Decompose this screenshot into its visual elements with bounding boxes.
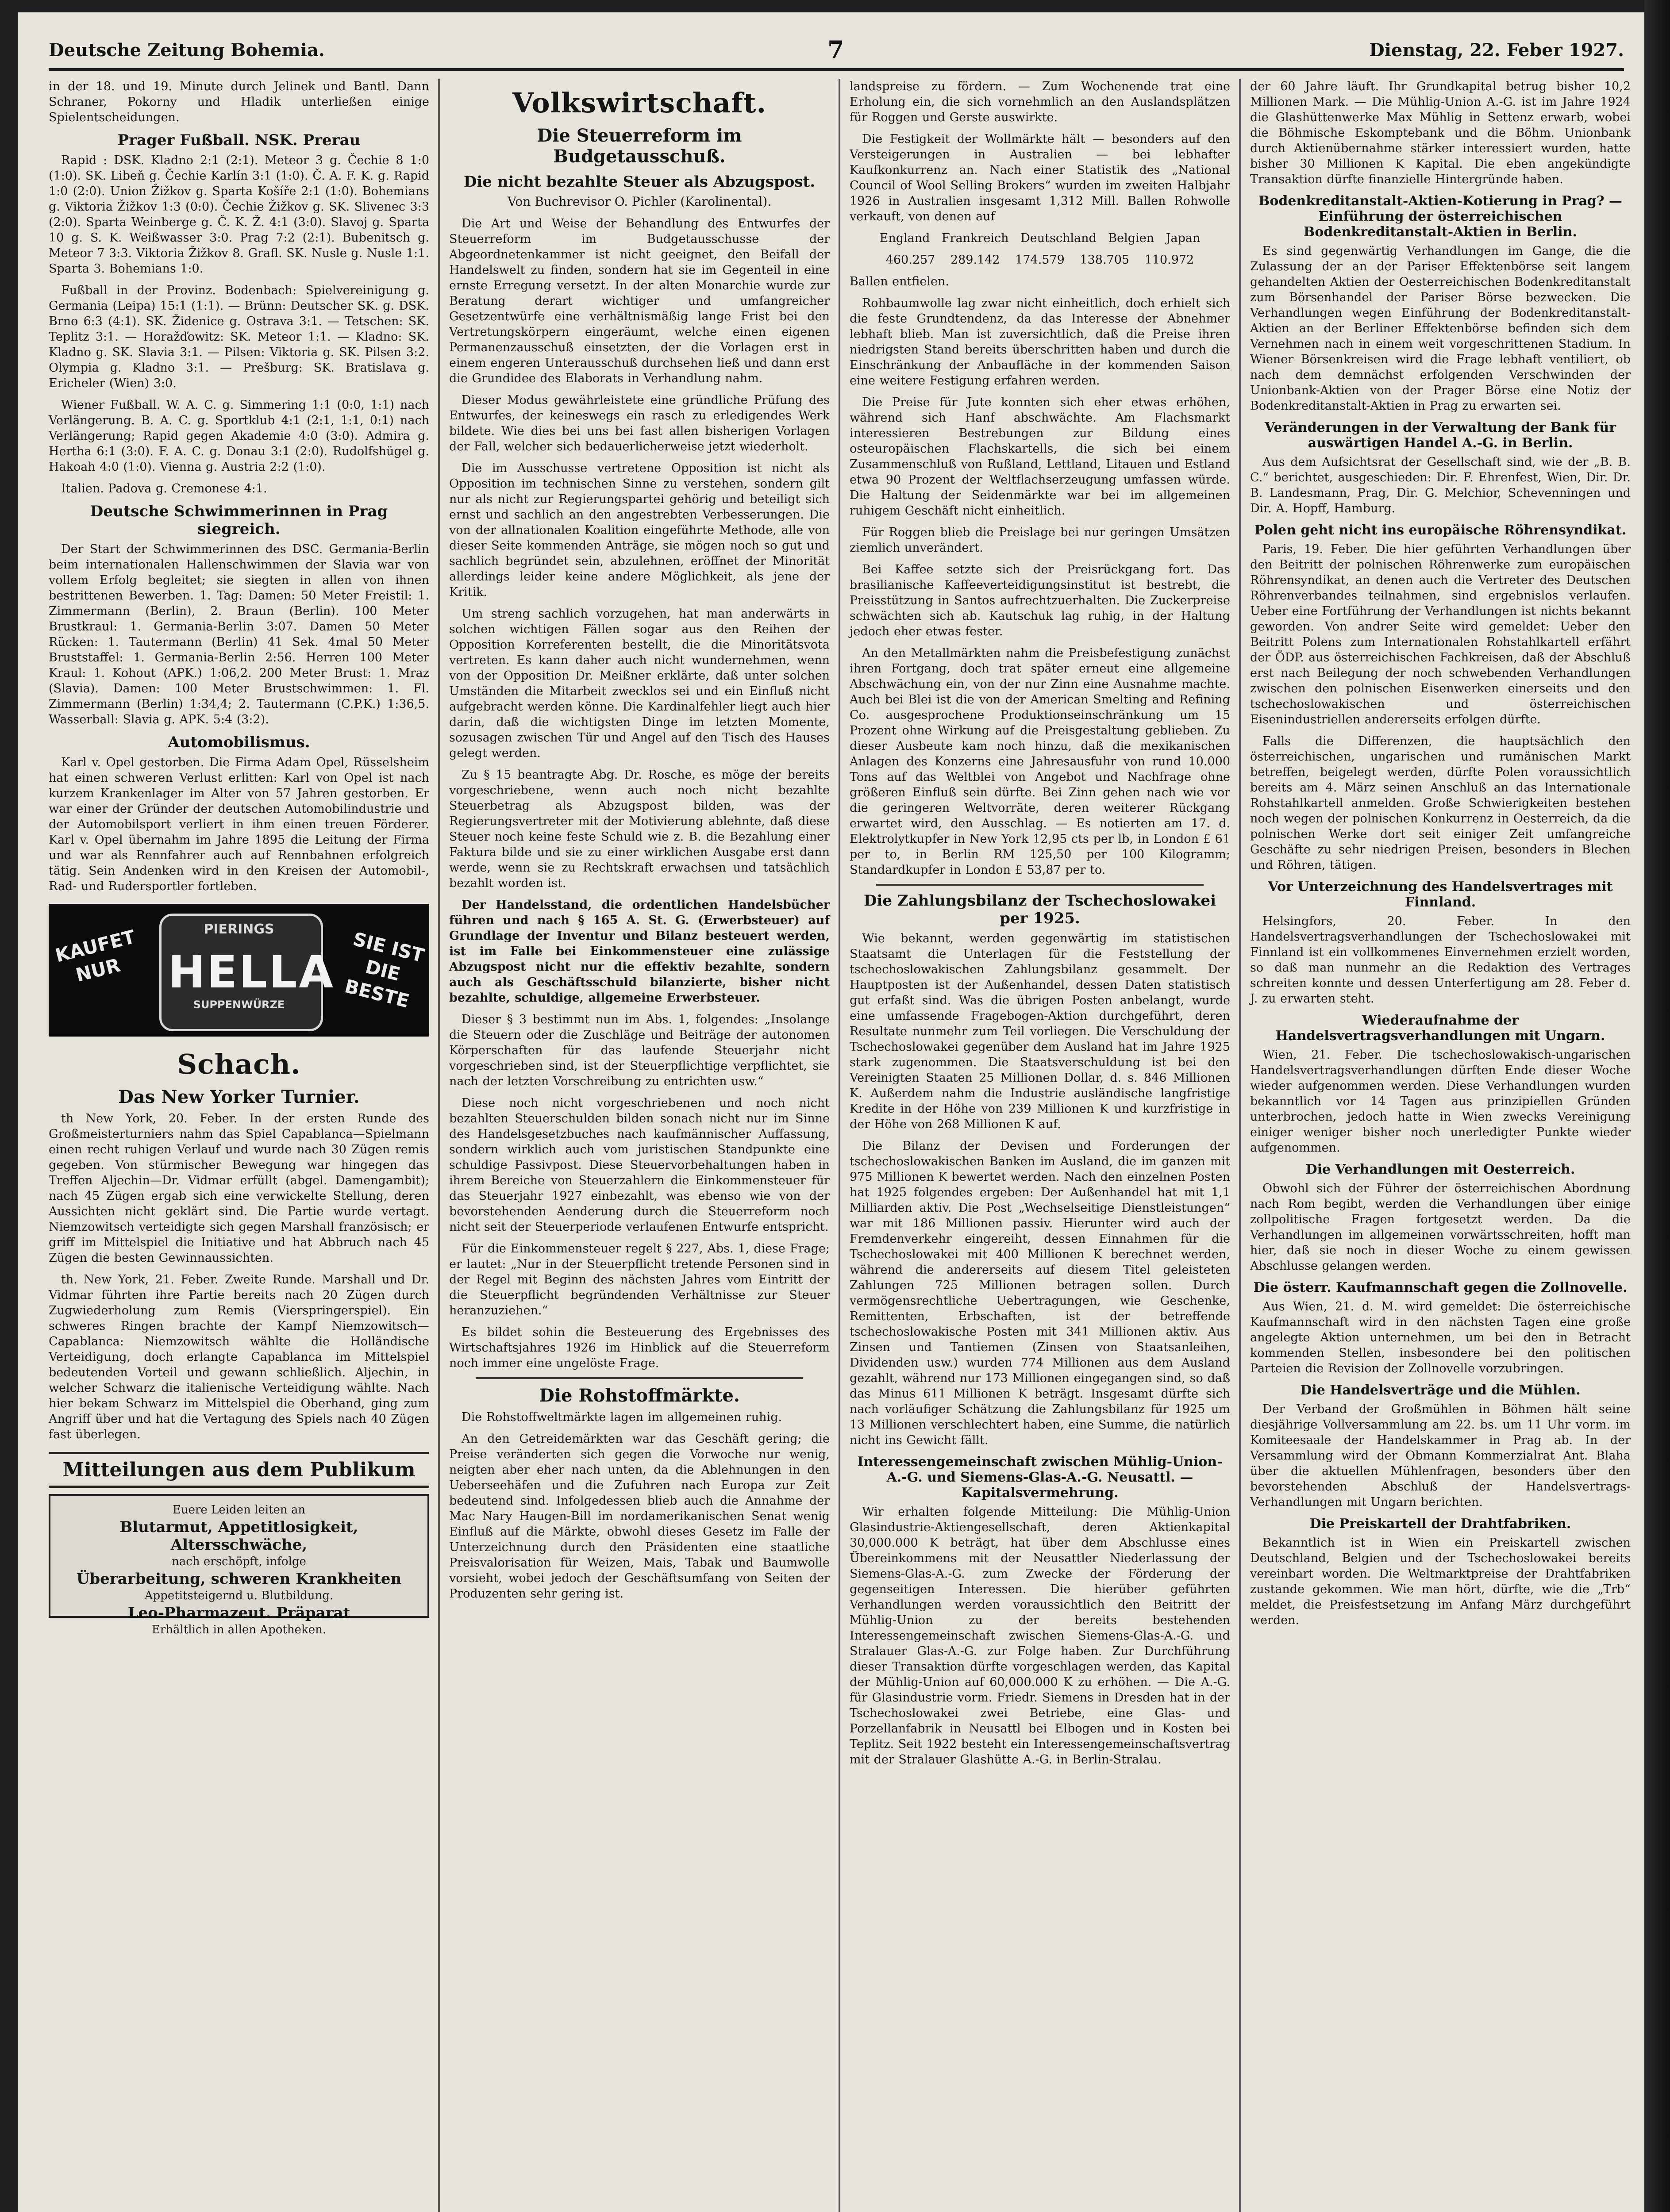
article-paragraph: Dieser Modus gewährleistete eine gründliche Prüfung des Entwurfes, der keineswegs ein rasch zu erledigendes Werk bildete. Wie dies bei uns bei fast allen bisherigen Vorlagen der Fall, welcher sich bedauerlicherweise jetzt wiederholt. bbox=[449, 393, 830, 453]
article-paragraph: Um streng sachlich vorzugehen, hat man anderwärts in solchen wichtigen Fällen sogar aus den Reihen der Opposition Korreferenten bestellt, die die Minoritätsvota vertreten. Es kann daher auch nicht wundernehmen, wenn von der Opposition Dr. Meißner erklärte, daß unter solchen Umständen die Mitarbeit zwecklos sei und ein Einfluß nicht aufgebracht werden könne. Die Kardinalfehler liegt auch hier darin, daß die wichtigsten Dinge im letzten Momente, sozusagen zwischen Tür und Angel auf den Tisch des Hauses gelegt werden. bbox=[449, 607, 830, 760]
ad-brand-bottom: SUPPENWÜRZE bbox=[193, 998, 285, 1011]
article-paragraph: Der Handelsstand, die ordentlichen Handelsbücher führen und nach § 165 A. St. G. (Erwerbsteuer) auf Grundlage der Inventur und Bilanz besteuert werden, ist im Falle bei Einkommensteuer eine zulässige Abzugspost nicht nur die effektiv bezahlte, sondern auch als Geschäftsschuld bilanzierte, bisher nicht bezahlte, schuldige, allgemeine Erwerbsteuer. bbox=[449, 898, 830, 1005]
article-title: Die Steuerreform im Budgetausschuß. bbox=[537, 125, 742, 167]
article-title: Veränderungen in der Verwaltung der Bank für auswärtigen Handel A.-G. in Berlin. bbox=[1264, 420, 1616, 451]
section-heading-mitteilungen: Mitteilungen aus dem Publikum bbox=[49, 1452, 429, 1488]
article-paragraph: Obwohl sich der Führer der österreichischen Abordnung nach Rom begibt, werden die Verhandlungen über einige zollpolitische Fragen fortgesetzt werden. Da die Verhandlungen im allgemeinen vorwärtsschreiten, hofft man hier, daß sie noch in dieser Woche zu einem gewissen Abschlusse gelangen werden. bbox=[1250, 1182, 1631, 1273]
article-paragraph: Die Art und Weise der Behandlung des Entwurfes der Steuerreform im Budgetausschusse der Abgeordnetenkammer ist nicht geeignet, den Beifall der Handelswelt zu finden, sondern hat sie im Gegenteil in eine ernste Erregung versetzt. In der alten Monarchie wurde zur Beratung derart wichtiger und umfangreicher Gesetzentwürfe eine verhältnismäßig lange Frist bei den Vertretungskörpern eingeräumt, welche einen eigenen Permanenzausschuß einsetzten, der die Vorlagen erst in einem engeren Unterausschuß durchsehen ließ und dann erst die Grundidee des Elaborats in Verhandlung nahm. bbox=[449, 217, 830, 385]
article-paragraph: An den Getreidemärkten war das Geschäft gering; die Preise veränderten sich gegen die Vorwoche nur wenig, neigten aber eher nach unten, da die Ablehnungen in den Ueberseehäfen und die Zufuhren nach Europa zur Zeit bedeutend sind. Infolgedessen blieb auch die Annahme der Mac Nary Haugen-Bill im nordamerikanischen Senat wenig Einfluß auf die Märkte, obwohl dieses Gesetz im Falle der Unterzeichnung durch den Präsidenten eine staatliche Preisvalorisation für Weizen, Mais, Tabak und Baumwolle vorsieht, wobei jedoch der Geschäftsumfang von Seiten der Produzenten sehr gering ist. bbox=[449, 1432, 830, 1601]
article-paragraph: Fußball in der Provinz. Bodenbach: Spielvereinigung g. Germania (Leipa) 15:1 (1:1). — Brünn: Deutscher SK. g. DSK. Brno 6:3 (4:1). SK. Židenice g. Ostrava 3:1. — Tetschen: SK. Teplitz 3:1. — Horažďowitz: SK. Meteor 1:1. — Kladno: SK. Kladno g. SK. Slavia 3:1. — Pilsen: Viktoria g. SK. Pilsen 3:2. Olympia g. Kladno 3:1. — Prešburg: SK. Bratislava g. Ericheler (Wien) 3:0. bbox=[49, 284, 429, 390]
article-paragraph: Die Preise für Jute konnten sich eher etwas erhöhen, während sich Hanf abschwächte. Am Flachsmarkt interessieren Bestrebungen zur Bildung eines osteuropäischen Flachskartells, die sich bei einem Zusammenschluß von Rußland, Lettland, Litauen und Estland etwa 90 Prozent der Weltflachserzeugung umfassen würde. Die Haltung der Seidenmärkte war bei im allgemeinen ruhigem Geschäft nicht einheitlich. bbox=[850, 396, 1230, 518]
article-paragraph: Für die Einkommensteuer regelt § 227, Abs. 1, diese Frage; er lautet: „Nur in der Steuerpflicht tretende Personen sind in der Regel mit Beginn des nächsten Jahres vom Eintritt der die Steuerpflicht begründenden Verhältnisse zur Steuer heranzuziehen.“ bbox=[449, 1242, 830, 1317]
article-paragraph: Die Rohstoffweltmärkte lagen im allgemeinen ruhig. bbox=[462, 1410, 782, 1424]
article-paragraph: th New York, 20. Feber. In der ersten Runde des Großmeisterturniers nahm das Spiel Capablanca—Spielmann einen recht ruhigen Verlauf und wurde nach 30 Zügen remis gegeben. Von stürmischer Bewegung war hingegen das Treffen Aljechin—Dr. Vidmar erfüllt (abgel. Damengambit); nach 45 Zügen ergab sich eine verwickelte Stellung, deren Aussichten nicht geklärt sind. Die Partie wurde vertagt. Niemzowitsch verteidigte sich gegen Marshall französisch; er griff im Mittelspiel die Initiative und hat Abbruch nach 45 Zügen die besten Gewinnaussichten. bbox=[49, 1112, 429, 1265]
article-paragraph: Wiener Fußball. W. A. C. g. Simmering 1:1 (0:0, 1:1) nach Verlängerung. B. A. C. g. Sportklub 4:1 (2:1, 1:1, 0:1) nach Verlängerung; Rapid gegen Akademie 4:0 (3:0). Admira g. Hertha 6:1 (3:0). F. A. C. g. Donau 3:1 (2:0). Rudolfshügel g. Hakoah 4:0 (1:0). Vienna g. Austria 2:2 (1:0). bbox=[49, 398, 429, 474]
article-title: Vor Unterzeichnung des Handelsvertrages mit Finnland. bbox=[1268, 879, 1613, 910]
section-heading-volkswirtschaft: Volkswirtschaft. bbox=[512, 87, 767, 119]
article-title: Die Preiskartell der Drahtfabriken. bbox=[1309, 1516, 1571, 1532]
page-header bbox=[49, 30, 1624, 71]
article-paragraph: Es bildet sohin die Besteuerung des Ergebnisses des Wirtschaftsjahres 1926 im Hinblick auf die Steuerreform noch immer eine ungelöste Frage. bbox=[449, 1325, 830, 1370]
column-2 bbox=[449, 79, 830, 2212]
article-paragraph: Ballen entfielen. bbox=[850, 275, 949, 288]
article-paragraph: Bekanntlich ist in Wien ein Preiskartell zwischen Deutschland, Belgien und der Tschechoslowakei bereits vereinbart worden. Die Weltmarktpreise der Drahtfabriken zustande gekommen. Wie man hört, dürfte, wie die „Trb“ meldet, die Preisfestsetzung im Anfang März durchgeführt werden. bbox=[1250, 1536, 1631, 1627]
article-paragraph: th. New York, 21. Feber. Zweite Runde. Marshall und Dr. Vidmar führten ihre Partie bereits nach 20 Zügen durch Zugwiederholung zum Remis (Vierspringerspiel). Ein schweres Ringen brachte der Kampf Niemzowitsch—Capablanca: Niemzowitsch wählte die Holländische Verteidigung, doch erlangte Capablanca im Mittelspiel bedeutenden Vorteil und gewann schließlich. Aljechin, in welcher Schwarz die italienische Verteidigung wählte. Nach hier bekam Schwarz im Mittelspiel die Oberhand, ging zum Angriff über und hat die Vertagung des Spiels nach 40 Zügen fast überlegen. bbox=[49, 1273, 429, 1441]
article-paragraph: Aus Wien, 21. d. M. wird gemeldet: Die österreichische Kaufmannschaft wird in den nächsten Tagen eine große angelegte Aktion unternehmen, um bei den in Betracht kommenden Stellen, insbesondere bei den politischen Parteien die Revision der Zollnovelle vorzubringen. bbox=[1250, 1300, 1631, 1375]
ad-brand-top: PIERINGS bbox=[204, 922, 274, 937]
article-title: Die Verhandlungen mit Oesterreich. bbox=[1305, 1162, 1575, 1177]
newspaper-page bbox=[18, 12, 1644, 2212]
article-paragraph: Der Start der Schwimmerinnen des DSC. Germania-Berlin beim internationalen Hallenschwimmen der Slavia war von vollem Erfolg begleitet; sie siegten in allen von ihnen bestrittenen Bewerben. 1. Tag: Damen: 50 Meter Freistil: 1. Zimmermann (Berlin), 2. Braun (Berlin). 100 Meter Brustkraul: 1. Germania-Berlin 3:07. Damen 50 Meter Rücken: 1. Tautermann (Berlin) 41 Sek. 4mal 50 Meter Bruststaffel: 1. Germania-Berlin 2:56. Herren 100 Meter Kraul: 1. Kohout (APK.) 1:06,2. 200 Meter Brust: 1. Mraz (Slavia). Damen: 100 Meter Brustschwimmen: 1. Fl. Zimmermann (Berlin) 1:34,4; 2. Tautermann (C.P.K.) 1:36,5. Wasserball: Slavia g. APK. 5:4 (3:2). bbox=[49, 542, 429, 726]
ad-line: Überarbeitung, schweren Krankheiten bbox=[76, 1570, 402, 1588]
article-title: Das New Yorker Turnier. bbox=[118, 1087, 360, 1107]
column-1 bbox=[49, 79, 429, 2212]
article-paragraph: Rapid : DSK. Kladno 2:1 (2:1). Meteor 3 g. Čechie 8 1:0 (1:0). SK. Libeň g. Čechie Karlín 3:1 (1:0). Č. A. F. K. g. Rapid 1:0 (2:0). Union Žižkov g. Sparta Košíře 2:1 (1:0). Bohemians g. Viktoria Žižkov 1:3 (0:0). Čechie Žižkov g. SK. Slivenec 3:3 (2:0). Sparta Weinberge g. Č. K. Ž. 4:1 (3:0). Slavoj g. Sparta 10 g. S. K. Weißwasser 3:0. Prag 7:2 (2:1). Bubenitsch g. Meteor 7 3:3. Viktoria Žižkov 8. Grafl. SK. Nusle g. Nusle 1:1. Sparta 3. Bohemians 1:0. bbox=[49, 154, 429, 276]
article-title: Interessengemeinschaft zwischen Mühlig-Union-A.-G. und Siemens-Glas-A.-G. Neusattl. — Kapitalsvermehrung. bbox=[857, 1454, 1223, 1501]
ad-line: Appetitsteigernd u. Blutbildung. bbox=[144, 1589, 334, 1602]
column-3 bbox=[850, 79, 1230, 2212]
ad-slogan-right: SIE IST DIE BESTE bbox=[342, 928, 427, 1012]
divider bbox=[476, 1377, 803, 1379]
article-title: Die Rohstoffmärkte. bbox=[539, 1385, 740, 1406]
column-4 bbox=[1250, 79, 1631, 2212]
article-paragraph: Es sind gegenwärtig Verhandlungen im Gange, die die Zulassung der an der Pariser Effektenbörse seit langem gehandelten Aktien der Oesterreichischen Bodenkreditanstalt zum Börsenhandel der Pariser Börse bezwecken. Die Verhandlungen wegen Einführung der Bodenkreditanstalt-Aktien an der Berliner Effektenbörse befinden sich dem Vernehmen nach in einem weit vorgeschrittenen Stadium. In Wiener Börsenkreisen wird die Frage lebhaft ventiliert, ob nach dem demnächst erfolgenden Verschwinden der Unionbank-Aktien von der Prager Börse eine Notiz der Bodenkreditanstalt-Aktien in Prag zu erwarten sei. bbox=[1250, 244, 1631, 413]
article-subtitle: Die nicht bezahlte Steuer als Abzugspost. bbox=[463, 173, 816, 191]
article-paragraph: Paris, 19. Feber. Die hier geführten Verhandlungen über den Beitritt der polnischen Röhrenwerke zum europäischen Röhrensyndikat, an denen auch die Vertreter des Deutschen Röhrenverbandes teilnahmen, sind ergebnislos verlaufen. Ueber eine Fortführung der Verhandlungen ist nichts bekannt geworden. Von andrer Seite wird gemeldet: Ueber den Beitritt Polens zum Internationalen Rohstahlkartell erfährt der ÖDP. aus österreichischen Fachkreisen, daß der Abschluß erst nach Beilegung der noch schwebenden Verhandlungen zwischen den polnischen Eisenwerken einerseits und den tschechoslowakischen und österreichischen Eisenindustriellen andererseits erfolgen dürfte. bbox=[1250, 542, 1631, 726]
column-rule bbox=[1239, 79, 1241, 2212]
ad-line: Erhältlich in allen Apotheken. bbox=[151, 1623, 327, 1636]
article-paragraph: Italien. Padova g. Cremonese 4:1. bbox=[61, 482, 267, 495]
ad-line: Blutarmut, Appetitlosigkeit, Altersschwäche, bbox=[119, 1518, 358, 1554]
article-title: Die Zahlungsbilanz der Tschechoslowakei per 1925. bbox=[864, 892, 1216, 927]
article-paragraph: landspreise zu fördern. — Zum Wochenende trat eine Erholung ein, die sich vornehmlich an den Auslandsplätzen für Roggen und Gerste auswirkte. bbox=[850, 80, 1230, 124]
divider bbox=[876, 884, 1204, 886]
ad-line: nach erschöpft, infolge bbox=[172, 1555, 306, 1568]
article-paragraph: in der 18. und 19. Minute durch Jelinek und Bantl. Dann Schraner, Pokorny und Hladik unterließen einige Spielentscheidungen. bbox=[49, 80, 429, 124]
article-paragraph: Wie bekannt, werden gegenwärtig im statistischen Staatsamt die Unterlagen für die Feststellung der tschechoslowakischen Zahlungsbilanz gesammelt. Der Hauptposten ist der Außenhandel, dessen Daten statistisch gut erfaßt sind. Was die übrigen Posten anbelangt, wurde eine umfassende Fragebogen-Aktion durchgeführt, deren Resultate nunmehr zum Teil vorliegen. Die Verschuldung der Tschechoslowakei gegenüber dem Ausland hat im Jahre 1925 stark zugenommen. Die Staatsverschuldung ist bei den Vereinigten Staaten 25 Millionen Dollar, d. s. 846 Millionen K. Außerdem nahm die Industrie ausländische langfristige Kredite in der Höhe von 239 Millionen K und kurzfristige in der Höhe von 268 Millionen K auf. bbox=[850, 932, 1230, 1131]
article-title: Polen geht nicht ins europäische Röhrensyndikat. bbox=[1254, 522, 1627, 538]
article-paragraph: Bei Kaffee setzte sich der Preisrückgang fort. Das brasilianische Kaffeeverteidigungsinstitut ist bestrebt, die Preisstützung in Santos aufrechtzuerhalten. Die Zuckerpreise schwächten sich ab. Kautschuk lag ruhig, in der Haltung jedoch eher etwas fester. bbox=[850, 563, 1230, 638]
article-paragraph: Rohbaumwolle lag zwar nicht einheitlich, doch erhielt sich die feste Grundtendenz, da das Interesse der Abnehmer lebhaft blieb. Man ist zuversichtlich, daß die Preise ihren niedrigsten Stand bereits überschritten haben und durch die Einschränkung der Anbaufläche in der kommenden Saison eine weitere Festigung erfahren werden. bbox=[850, 296, 1230, 388]
article-paragraph: Zu § 15 beantragte Abg. Dr. Rosche, es möge der bereits vorgeschriebene, wenn auch noch nicht bezahlte Steuerbetrag als Abzugspost bilden, was der Regierungsvertreter mit der Motivierung ablehnte, daß diese Steuer noch keine feste Schuld wie z. B. die Bezahlung einer Faktura bilde und sie zu einer wirklichen Ausgabe erst dann werde, wenn sie zu Rechtskraft erwachsen und tatsächlich bezahlt worden ist. bbox=[449, 768, 830, 890]
article-title: Bodenkreditanstalt-Aktien-Kotierung in Prag? — Einführung der österreichischen Bodenkreditanstalt-Aktien in Berlin. bbox=[1258, 193, 1623, 240]
hella-advertisement bbox=[49, 904, 429, 1037]
section-heading: Automobilismus. bbox=[168, 733, 310, 751]
masthead-left: Deutsche Zeitung Bohemia. bbox=[49, 40, 325, 61]
section-heading-schach: Schach. bbox=[177, 1048, 301, 1080]
wool-table-labels: England Frankreich Deutschland Belgien Japan bbox=[879, 231, 1201, 245]
article-paragraph: Wien, 21. Feber. Die tschechoslowakisch-ungarischen Handelsvertragsverhandlungen dürften Ende dieser Woche wieder aufgenommen werden. Diese Verhandlungen wurden bekanntlich vor 14 Tagen aus prinzipiellen Gründen unterbrochen, jedoch hatte in Wien zwecks Vereinigung einiger weniger bisher noch unerledigter Punkte wieder aufgenommen. bbox=[1250, 1048, 1631, 1155]
article-title: Die Handelsverträge und die Mühlen. bbox=[1300, 1382, 1581, 1398]
ad-slogan-left: KAUFET NUR bbox=[53, 926, 138, 986]
article-paragraph: Helsingfors, 20. Feber. In den Handelsvertragsverhandlungen der Tschechoslowakei mit Finnland ist ein vollkommenes Einvernehmen erzielt worden, so daß man nunmehr an die Redaktion des Vertrages schreiten konnte und dessen Unterfertigung am 28. Feber d. J. zu erwarten steht. bbox=[1250, 914, 1631, 1006]
scan-border bbox=[1644, 0, 1670, 2212]
article-paragraph: Wir erhalten folgende Mitteilung: Die Mühlig-Union Glasindustrie-Aktiengesellschaft, deren Aktienkapital 30,000.000 K beträgt, hat über dem Abschlusse eines Übereinkommens mit der Neusattler Niederlassung der Siemens-Glas-A.-G. zum Zwecke der Förderung der gegenseitigen Interessen. Die hierüber geführten Verhandlungen werden voraussichtlich den Beitritt der Mühlig-Union zu der bereits bestehenden Interessengemeinschaft zwischen Siemens-Glas-A.-G. und Stralauer Glas-A.-G. zur Folge haben. Zur Durchführung dieser Transaktion dürfte vorgeschlagen werden, das Kapital der Mühlig-Union auf 60,000.000 K zu erhöhen. — Die A.-G. für Glasindustrie vorm. Friedr. Siemens in Dresden hat in der Tschechoslowakei zwei Betriebe, eine Glas- und Porzellanfabrik in Neusattl bei Elbogen und in Kosten bei Teplitz. Seit 1922 besteht ein Interessengemeinschaftsvertrag mit der Stralauer Glashütte A.-G. in Berlin-Stralau. bbox=[850, 1505, 1230, 1767]
ad-brand: HELLA bbox=[168, 946, 335, 998]
column-rule bbox=[839, 79, 840, 2212]
article-paragraph: Aus dem Aufsichtsrat der Gesellschaft sind, wie der „B. B. C.“ berichtet, ausgeschieden: Dir. F. Ehrenfest, Wien, Dir. Dr. B. Landesmann, Prag, Dir. G. Melchior, Schevenningen und Dir. A. Hopff, Hamburg. bbox=[1250, 455, 1631, 515]
article-paragraph: Der Verband der Großmühlen in Böhmen hält seine diesjährige Vollversammlung am 22. bs. um 11 Uhr vorm. im Komiteesaale der Handelskammer in Prag ab. In der Versammlung wird der Obmann Kommerzialrat Ant. Blaha über die aktuellen Mühlenfragen, besonders über den bevorstehenden Abschluß der Handelsvertrags-Verhandlungen mit Ungarn berichten. bbox=[1250, 1402, 1631, 1509]
article-paragraph: Karl v. Opel gestorben. Die Firma Adam Opel, Rüsselsheim hat einen schweren Verlust erlitten: Karl von Opel ist nach kurzem Krankenlager im Alter von 57 Jahren gestorben. Er war einer der Gründer der deutschen Automobilindustrie und der Automobilsport verliert in ihm einen treuen Förderer. Karl v. Opel übernahm im Jahre 1895 die Leitung der Firma und war als Rennfahrer auch auf Rennbahnen erfolgreich tätig. Sein Andenken wird in den Kreisen der Automobil-, Rad- und Rudersportler fortleben. bbox=[49, 756, 429, 893]
article-byline: Von Buchrevisor O. Pichler (Karolinental). bbox=[507, 194, 772, 209]
issue-date: Dienstag, 22. Feber 1927. bbox=[1369, 40, 1624, 61]
article-title: Wiederaufnahme der Handelsvertragsverhandlungen mit Ungarn. bbox=[1275, 1013, 1605, 1044]
page-number: 7 bbox=[827, 35, 844, 64]
article-paragraph: Falls die Differenzen, die hauptsächlich den österreichischen, ungarischen und rumänischen Markt betreffen, beigelegt werden, dürfte Polen voraussichtlich bereits am 4. März seinen Anschluß an das Internationale Rohstahlkartell anmelden. Große Schwierigkeiten bestehen noch wegen der polnischen Konkurrenz in Oesterreich, da die polnischen Werke dort seit einiger Zeit umfangreiche Geschäfte zu sehr niedrigen Preisen, besonders in Blechen und Röhren, tätigen. bbox=[1250, 734, 1631, 872]
article-paragraph: Die im Ausschusse vertretene Opposition ist nicht als Opposition im technischen Sinne zu verstehen, sondern gilt nur als nicht zur Regierungspartei gehörig und beteiligt sich ernst und sachlich an den angestrebten Verbesserungen. Die von der allnationalen Koalition eingeführte Methode, alle von dieser Seite kommenden Anträge, sie mögen noch so gut und sachlich begründet sein, abzulehnen, eröffnet der Minorität allerdings leider keine andere Möglichkeit, als jene der Kritik. bbox=[449, 461, 830, 599]
ad-line: Euere Leiden leiten an bbox=[172, 1503, 306, 1517]
article-paragraph: der 60 Jahre läuft. Ihr Grundkapital betrug bisher 10,2 Millionen Mark. — Die Mühlig-Union A.-G. ist im Jahre 1924 die Glashüttenwerke Max Mühlig in Settenz erwarb, wobei die Böhmische Eskomptebank und die Böhm. Unionbank durch Aktienübernahme stärker interessiert wurden, hatte bisher 30 Millionen K Kapital. Die eben angekündigte Transaktion dürfte finanzielle Hintergründe haben. bbox=[1250, 80, 1631, 186]
article-paragraph: Die Festigkeit der Wollmärkte hält — besonders auf den Versteigerungen in Australien — bei lebhafter Kaufkonkurrenz an. Nach einer Statistik des „National Council of Wool Selling Brokers“ wurden im zweiten Halbjahr 1926 in Australien insgesamt 1,312 Mill. Ballen Rohwolle verkauft, von denen auf bbox=[850, 132, 1230, 223]
wool-table-values: 460.257 289.142 174.579 138.705 110.972 bbox=[885, 253, 1194, 267]
section-heading: Deutsche Schwimmerinnen in Prag siegreich. bbox=[90, 503, 388, 538]
article-paragraph: Für Roggen blieb die Preislage bei nur geringen Umsätzen ziemlich unverändert. bbox=[850, 526, 1230, 555]
article-paragraph: An den Metallmärkten nahm die Preisbefestigung zunächst ihren Fortgang, doch trat später erneut eine allgemeine Abschwächung ein, von der nur Zinn eine Ausnahme machte. Auch bei Blei ist die von der American Smelting and Refining Co. ausgesprochene Produktionseinschränkung um 15 Prozent ohne Wirkung auf die Preisgestaltung geblieben. Zu dieser Ausbeute kam noch hinzu, daß die mexikanischen Anlagen des Konzerns eine Jahresausfuhr von rund 10.000 Tons auf das Weltblei von Angebot und Nachfrage ohne größeren Einfluß sein dürfte. Bei Zinn gehen nach wie vor die geringeren Weltvorräte, deren weiterer Rückgang erwartet wird, den Ausschlag. — Es notierten am 17. d. Elektrolytkupfer in New York 12,95 cts per lb, in London £ 61 per to, in Berlin RM 125,50 per 100 Kilogramm; Standardkupfer in London £ 53,87 per to. bbox=[850, 646, 1230, 877]
article-title: Die österr. Kaufmannschaft gegen die Zollnovelle. bbox=[1253, 1280, 1628, 1295]
article-paragraph: Diese noch nicht vorgeschriebenen und noch nicht bezahlten Steuerschulden bilden sonach nicht nur im Sinne des Handelsgesetzbuches nach kaufmännischer Auffassung, sondern wirklich auch vom juristischen Standpunkte eine schuldige Passivpost. Diese Steuervorbehaltungen haben in ihrem Bereiche von Steuerzahlern die Einkommensteuer für das Steuerjahr 1927 einbezahlt, was ebenso wie von der bevorstehenden Aenderung durch die Steuerreform noch nicht seit der Steuerperiode verlaufenen Entwurfe entspricht. bbox=[449, 1096, 830, 1234]
pharmacy-advertisement bbox=[49, 1494, 429, 1636]
section-heading: Prager Fußball. NSK. Prerau bbox=[117, 131, 361, 149]
ad-line: Leo-Pharmazeut. Präparat bbox=[127, 1604, 350, 1622]
article-paragraph: Dieser § 3 bestimmt nun im Abs. 1, folgendes: „Insolange die Steuern oder die Zuschläge und Beiträge der autonomen Körperschaften für das laufende Steuerjahr nicht vorgeschrieben sind, ist der Steuerpflichtige verpflichtet, sie nach der letzten Vorschreibung zu entrichten usw.“ bbox=[449, 1013, 830, 1088]
column-rule bbox=[438, 79, 440, 2212]
article-paragraph: Die Bilanz der Devisen und Forderungen der tschechoslowakischen Banken im Ausland, die im ganzen mit 975 Millionen K bewertet werden. Nach den einzelnen Posten hat 1925 folgendes ergeben: Der Außenhandel hat mit 1,1 Milliarden aktiv. Die Post „Wechselseitige Dienstleistungen“ war mit 186 Millionen passiv. Hierunter wird auch der Fremdenverkehr eingereiht, dessen Einnahmen für die Tschechoslowakei mit 400 Millionen K berechnet werden, während die andererseits auf diesem Titel geleisteten Zahlungen 725 Millionen betragen sollen. Durch vermögensrechtliche Uebertragungen, wie Geschenke, Remittenten, Erbschaften, ist der betreffende tschechoslowakische Posten mit 341 Millionen aktiv. Aus Zinsen und Tantiemen (Zinsen von Staatsanleihen, Dividenden usw.) wurden 774 Millionen aus dem Ausland gezahlt, während nur 173 Millionen eingegangen sind, so daß das Minus 611 Millionen K beträgt. Insgesamt dürfte sich nach vorläufiger Schätzung die Zahlungsbilanz für 1925 um 13 Millionen verschlechtert haben, eine Summe, die natürlich nicht ins Gewicht fällt. bbox=[850, 1139, 1230, 1447]
